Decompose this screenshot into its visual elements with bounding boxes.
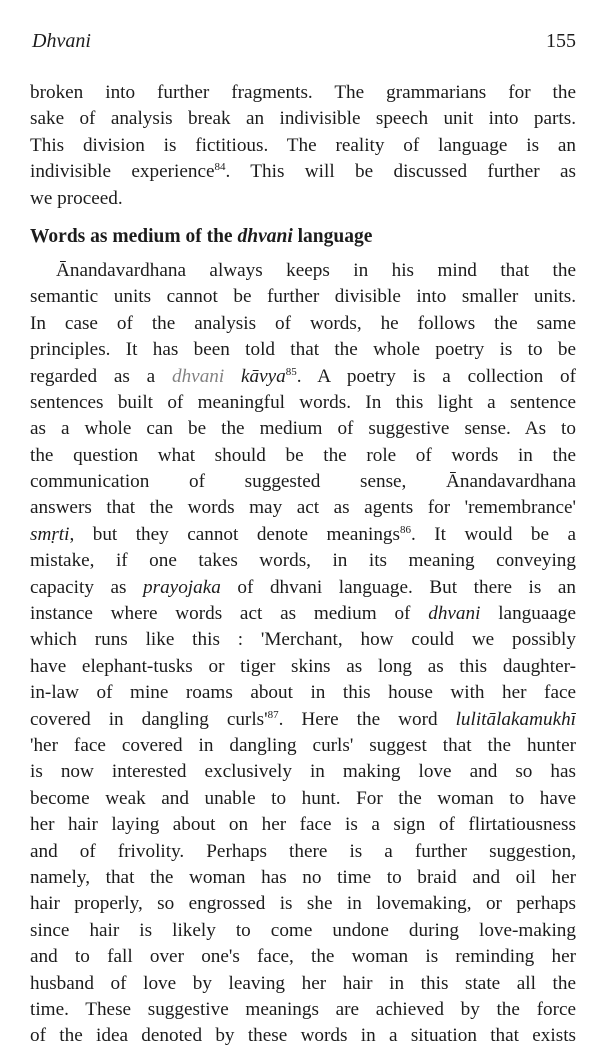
running-head-title: Dhvani: [32, 30, 91, 52]
continuation-paragraph: [30, 80, 576, 212]
text-line: mistake, if one takes words, in its meaning conveying: [30, 550, 576, 572]
text-line: instance where words act as medium of dhvani languaage: [30, 603, 576, 625]
page-number: 155: [546, 30, 576, 52]
text-line: principles. It has been told that the whole poetry is to be: [30, 339, 576, 361]
footnote-ref-84: 84: [214, 161, 226, 174]
text-line: regarded as a dhvani kāvya$^{85}$. A poetry is a collection of: [30, 365, 576, 387]
text-line: In case of the analysis of words, he follows the same: [30, 312, 576, 334]
text-line: become weak and unable to hunt. For the woman to have: [30, 787, 576, 809]
text-line: sake of analysis break an indivisible speech unit into parts.: [30, 108, 576, 130]
text-line: and to fall over one's face, the woman is reminding her: [30, 946, 576, 968]
text-line: since hair is likely to come undone during love-making: [30, 919, 576, 941]
text-line: and of frivolity. Perhaps there is a further suggestion,: [30, 840, 576, 862]
footnote-ref-86: 86: [399, 523, 411, 536]
text-line: 'her face covered in dangling curls' suggest that the hunter: [30, 734, 576, 756]
body-text: [30, 80, 576, 1050]
text-line: Ānandavardhana always keeps in his mind that the: [56, 259, 576, 281]
text-line: smṛti, but they cannot denote meanings$^{86}$. It would be a: [30, 523, 576, 545]
text-line: have elephant-tusks or tiger skins as long as this daughter-: [30, 655, 576, 677]
text-line: we proceed.: [30, 187, 123, 209]
text-line: namely, that the woman has no time to braid and oil her: [30, 866, 576, 888]
text-line: the question what should be the role of words in the: [30, 444, 576, 466]
text-line: is now interested exclusively in making love and so has: [30, 761, 576, 783]
text-line: capacity as prayojaka of dhvani language. But there is an: [30, 576, 576, 598]
text-line: her hair laying about on her face is a sign of flirtatiousness: [30, 814, 576, 836]
text-line: sentences built of meaningful words. In this light a sentence: [30, 391, 576, 413]
text-line: husband of love by leaving her hair in this state all the: [30, 972, 576, 994]
text-line: covered in dangling $curls'^{87}$. Here the word lulitālakamukhī: [30, 708, 576, 730]
text-line: communication of suggested sense, Ānandavardhana: [30, 471, 576, 493]
text-line: semantic units cannot be further divisible into smaller units.: [30, 286, 576, 308]
book-page: [30, 0, 576, 1047]
text-line: which runs like this : 'Merchant, how could we possibly: [30, 629, 576, 651]
text-line: hair properly, so engrossed is she in lovemaking, or perhaps: [30, 893, 576, 915]
text-line: of the idea denoted by these words in a situation that exists: [30, 1025, 576, 1047]
footnote-ref-85: 85: [285, 365, 297, 378]
text-line: as a whole can be the medium of suggestive sense. As to: [30, 418, 576, 440]
footnote-ref-87: 87: [267, 708, 279, 721]
text-line: in-law of mine roams about in this house with her face: [30, 682, 576, 704]
running-head: [32, 30, 576, 56]
text-line: indivisible experience$^{84}$. This will be discussed further as: [30, 161, 576, 183]
text-line: This division is fictitious. The reality of language is an: [30, 134, 576, 156]
body-paragraph: [30, 258, 576, 1050]
text-line: answers that the words may act as agents for 'remembrance': [30, 497, 576, 519]
text-line: broken into further fragments. The grammarians for the: [30, 82, 576, 103]
section-heading: Words as medium of the dhvani language: [30, 225, 373, 247]
text-line: time. These suggestive meanings are achieved by the force: [30, 998, 576, 1020]
